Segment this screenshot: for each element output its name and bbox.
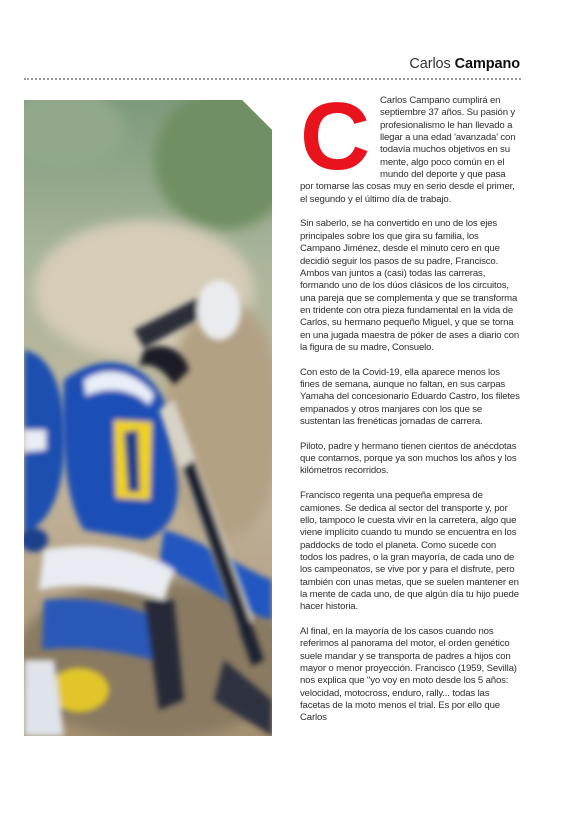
paragraph-3: Con esto de la Covid-19, ella aparece menos los fines de semana, aunque no faltan, en sus carpas Yamaha del concesionario Eduardo Castro, los filetes empanados y otros manjares con los que se sustentan las frenéticas jornadas de carrera.: [300, 366, 520, 428]
dropcap-letter: [300, 97, 370, 175]
dotted-divider: [24, 78, 521, 80]
page-header: [24, 56, 520, 78]
motocross-photo: [24, 100, 272, 736]
paragraph-5: Francisco regenta una pequeña empresa de camiones. Se dedica al sector del transporte y, por ello, tampoco le cuesta vivir en la carretera, algo que viene implícito cuando tu mundo se encuentra en los paddocks de todo el planeta. Como sucede con todos los padres, o la gran mayoría, de cada uno de los campeonatos, se vive por y para el disfrute, pero también con unas metas, que se suelen mantener en la mente de cada uno, de que algún día tu hijo puede hacer historia.: [300, 490, 519, 613]
paragraph-2: Sin saberlo, se ha convertido en uno de los ejes principales sobre los que gira su familia, los Campano Jiménez, desde el minuto cero en que decidió seguir los pasos de su padre, Francisco. Ambos van juntos a (casi) todas las carreras, formando uno de los dúos clásicos de los circuitos, una pareja que se complementa y que se transforma en tridente con otra pieza fundamental en la vida de Carlos, su hermano pequeño Miguel, y que se torna en una jugada maestra de póker de ases a diario con la figura de su madre, Consuelo.: [300, 218, 520, 353]
svg-text:C: C: [300, 97, 370, 175]
author-first-name: Carlos: [409, 56, 451, 72]
article-body: [300, 95, 521, 737]
paragraph-4: Piloto, padre y hermano tienen cientos de anécdotas que contarnos, porque ya son muchos los años y los kilómetros recorridos.: [300, 440, 517, 477]
paragraph-1: Carlos Campano cumplirá en septiembre 37 años. Su pasión y profesionalismo le han llevado a llegar a una edad 'avanzada' con todavía muchos objetivos en su mente, algo poco común en el mundo del deporte y que pasa por tomarse las cosas muy en serio desde el primer, el segundo y el último día de trabajo.: [300, 95, 516, 205]
author-last-name: Campano: [454, 56, 520, 72]
paragraph-6: Al final, en la mayoría de los casos cuando nos referimos al panorama del motor, el orden genético suele mandar y se transporta de padres a hijos con mayor o menor proyección. Francisco (1959, Sevilla) nos explica que "yo voy en moto desde los 5 años: velocidad, motocross, enduro, rally... todas las facetas de la moto menos el trial. Es por ello que Carlos: [300, 626, 517, 724]
